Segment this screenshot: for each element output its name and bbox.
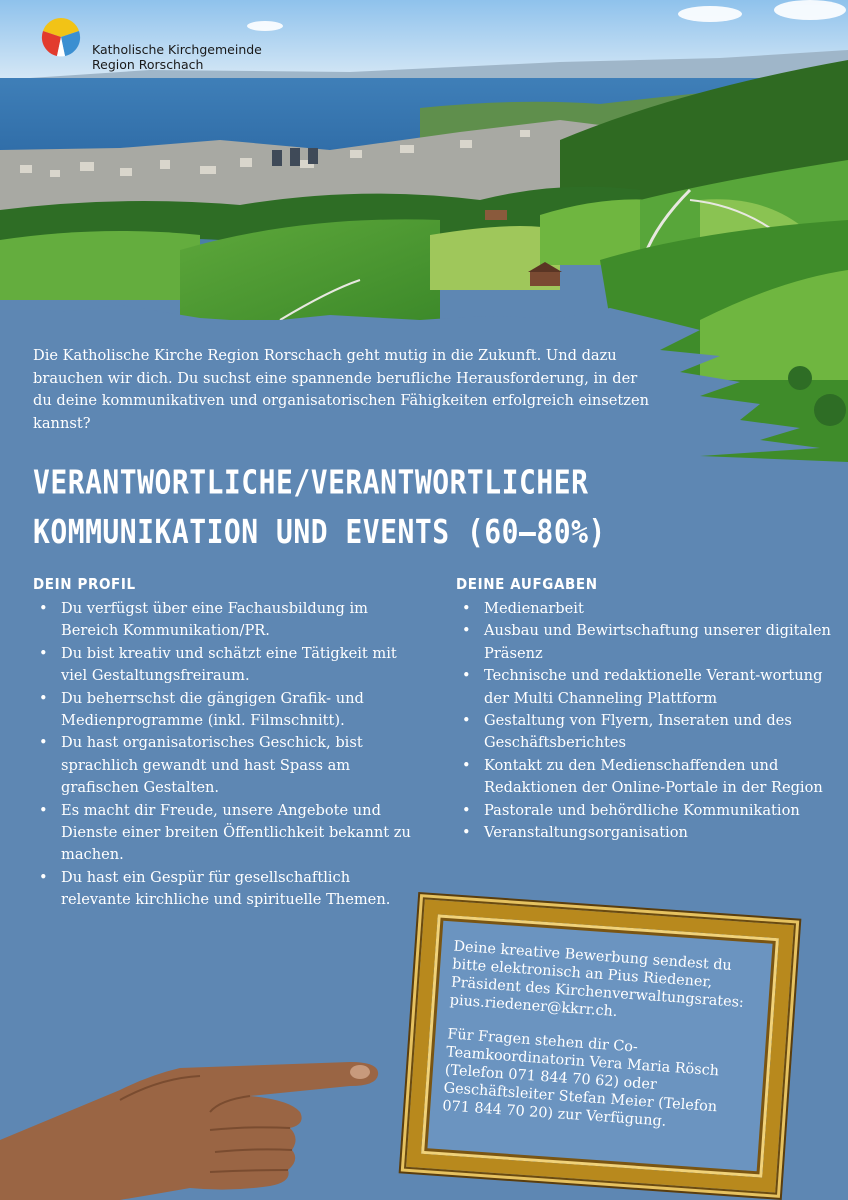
list-item: • Technische und redaktionelle Verant-wortung der Multi Channeling Plattform: [456, 665, 836, 710]
profile-section: [33, 576, 413, 912]
list-item: • Du hast ein Gespür für gesellschaftlich relevante kirchliche und spirituelle Themen.: [33, 867, 413, 912]
list-item: • Du beherrschst die gängigen Grafik- und Medienprogramme (inkl. Filmschnitt).: [33, 688, 413, 733]
tasks-heading: DEINE AUFGABEN: [456, 576, 598, 594]
pointing-hand-icon: [0, 1020, 400, 1200]
list-item: • Du hast organisatorisches Geschick, bist sprachlich gewandt und hast Spass am grafischen Gestalten.: [33, 732, 413, 799]
list-item: • Du verfügst über eine Fachausbildung im Bereich Kommunikation/PR.: [33, 598, 413, 643]
logo-line-2: Region Rorschach: [92, 57, 204, 72]
contact-frame: [406, 899, 794, 1192]
church-logo-icon: [40, 16, 82, 58]
job-title: [33, 458, 793, 557]
intro-text: Die Katholische Kirche Region Rorschach geht mutig in die Zukunft. Und dazu brauchen wir dich. Du suchst eine spannende berufliche Herausforderung, in der du deine kommunikativen und organisatorischen Fähigkeiten erfolgreich einsetzen kannst?: [33, 347, 649, 432]
list-item: • Es macht dir Freude, unsere Angebote und Dienste einer breiten Öffentlichkeit bekannt zu machen.: [33, 800, 413, 867]
list-item: • Ausbau und Bewirtschaftung unserer digitalen Präsenz: [456, 620, 836, 665]
list-item: • Medienarbeit: [456, 598, 836, 620]
logo-line-1: Katholische Kirchgemeinde: [92, 42, 262, 57]
list-item: • Du bist kreativ und schätzt eine Tätigkeit mit viel Gestaltungsfreiraum.: [33, 643, 413, 688]
job-title-line-1: VERANTWORTLICHE/VERANTWORTLICHER: [33, 462, 589, 502]
list-item: • Pastorale und behördliche Kommunikation: [456, 800, 836, 822]
job-title-line-2: KOMMUNIKATION UND EVENTS (60–80%): [33, 512, 606, 552]
list-item: • Veranstaltungsorganisation: [456, 822, 836, 844]
list-item: • Kontakt zu den Medienschaffenden und Redaktionen der Online-Portale in der Region: [456, 755, 836, 800]
tasks-list: [456, 598, 836, 844]
church-logo: [40, 16, 262, 72]
profile-heading: DEIN PROFIL: [33, 576, 136, 594]
profile-list: [33, 598, 413, 912]
contact-paragraph-1: Deine kreative Bewerbung sendest du bitte elektronisch an Pius Riedener, Präsident des Kirchenverwaltungsrates: pius.riedener@kkrr.ch.: [449, 938, 745, 1021]
tasks-section: [456, 576, 836, 844]
list-item: • Gestaltung von Flyern, Inseraten und des Geschäftsberichtes: [456, 710, 836, 755]
contact-text: [441, 938, 754, 1152]
contact-paragraph-2: Für Fragen stehen dir Co-Teamkoordinatorin Vera Maria Rösch (Telefon 071 844 70 62) oder Geschäftsleiter Stefan Meier (Telefon 071 844 70 20) zur Verfügung.: [441, 1026, 720, 1130]
logo-text: [92, 42, 262, 72]
